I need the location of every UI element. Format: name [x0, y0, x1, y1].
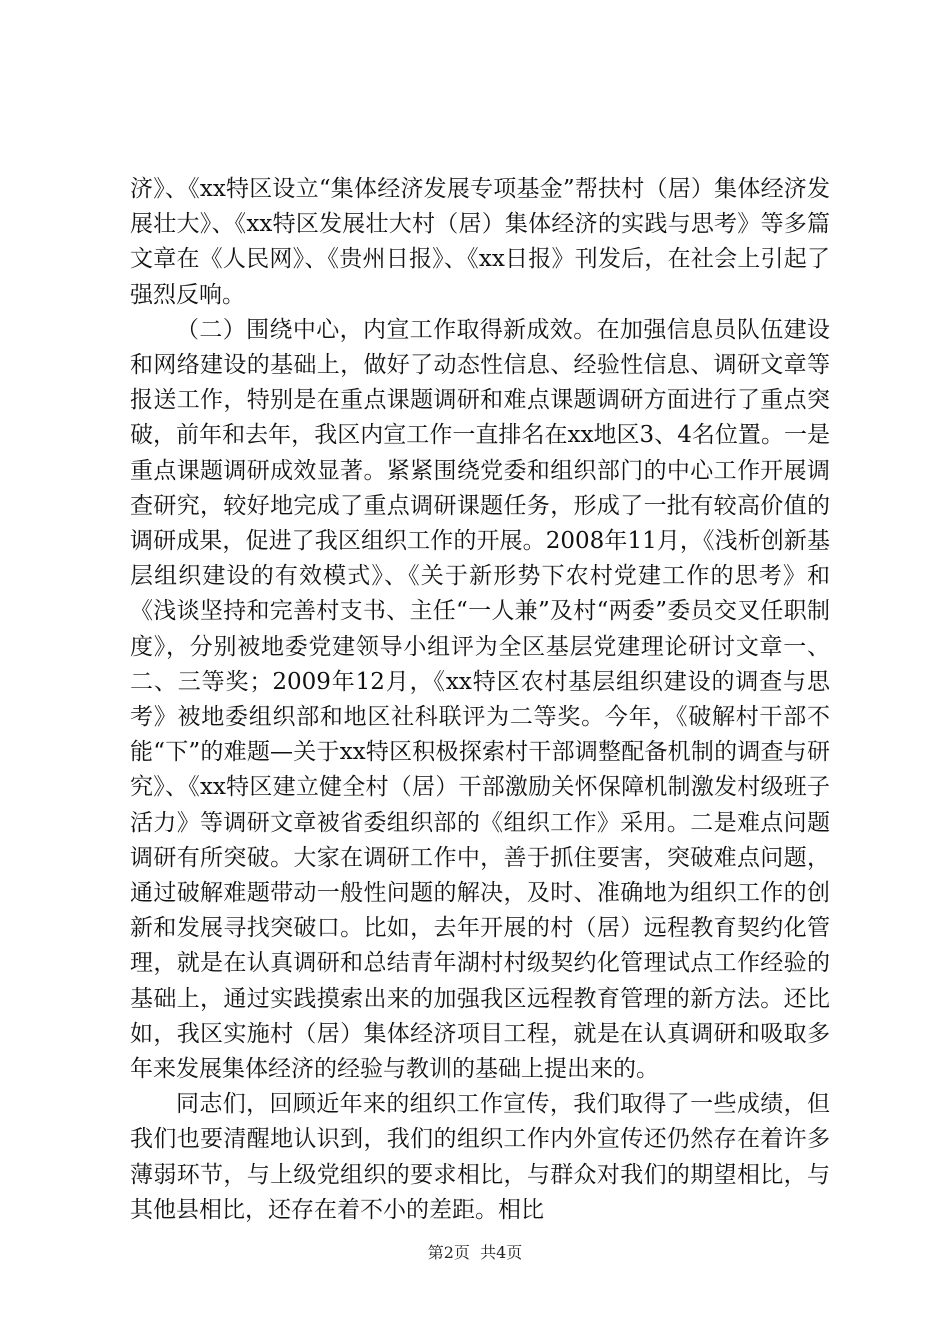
paragraph-internal-publicity: （二）围绕中心，内宣工作取得新成效。在加强信息员队伍建设和网络建设的基础上，做好了动态性信息、经验性信息、调研文章等报送工作，特别是在重点课题调研和难点课题调研方面进行了重点突破，前年和去年，我区内宣工作一直排名在xx地区3、4名位置。一是重点课题调研成效显著。紧紧围绕党委和组织部门的中心工作开展调查研究，较好地完成了重点调研课题任务，形成了一批有较高价值的调研成果，促进了我区组织工作的开展。2008年11月，《浅析创新基层组织建设的有效模式》、《关于新形势下农村党建工作的思考》和《浅谈坚持和完善村支书、主任“一人兼”及村“两委”委员交叉任职制度》，分别被地委党建领导小组评为全区基层党建理论研讨文章一、二、三等奖；2009年12月，《xx特区农村基层组织建设的调查与思考》被地委组织部和地区社科联评为二等奖。今年，《破解村干部不能“下”的难题—关于xx特区积极探索村干部调整配备机制的调查与研究》、《xx特区建立健全村（居）干部激励关怀保障机制激发村级班子活力》等调研文章被省委组织部的《组织工作》采用。二是难点问题调研有所突破。大家在调研工作中，善于抓住要害，突破难点问题，通过破解难题带动一般性问题的解决，及时、准确地为组织工作的创新和发展寻找突破口。比如，去年开展的村（居）远程教育契约化管理，就是在认真调研和总结青年湖村村级契约化管理试点工作经验的基础上，通过实践摸索出来的加强我区远程教育管理的新方法。还比如，我区实施村（居）集体经济项目工程，就是在认真调研和吸取多年来发展集体经济的经验与教训的基础上提出来的。: [130, 316, 830, 1083]
paragraph-continuation: 济》、《xx特区设立“集体经济发展专项基金”帮扶村（居）集体经济发展壮大》、《xx特区发展壮大村（居）集体经济的实践与思考》等多篇文章在《人民网》、《贵州日报》、《xx日报》刊发后，在社会上引起了强烈反响。: [130, 176, 830, 308]
page-footer: [0, 1242, 950, 1264]
paragraph-review: 同志们，回顾近年来的组织工作宣传，我们取得了一些成绩，但我们也要清醒地认识到，我们的组织工作内外宣传还仍然存在着许多薄弱环节，与上级党组织的要求相比，与群众对我们的期望相比，与其他县相比，还存在着不小的差距。相比: [130, 1091, 830, 1223]
document-body: [130, 172, 830, 1228]
page-number: 第2页 共4页: [427, 1243, 523, 1262]
